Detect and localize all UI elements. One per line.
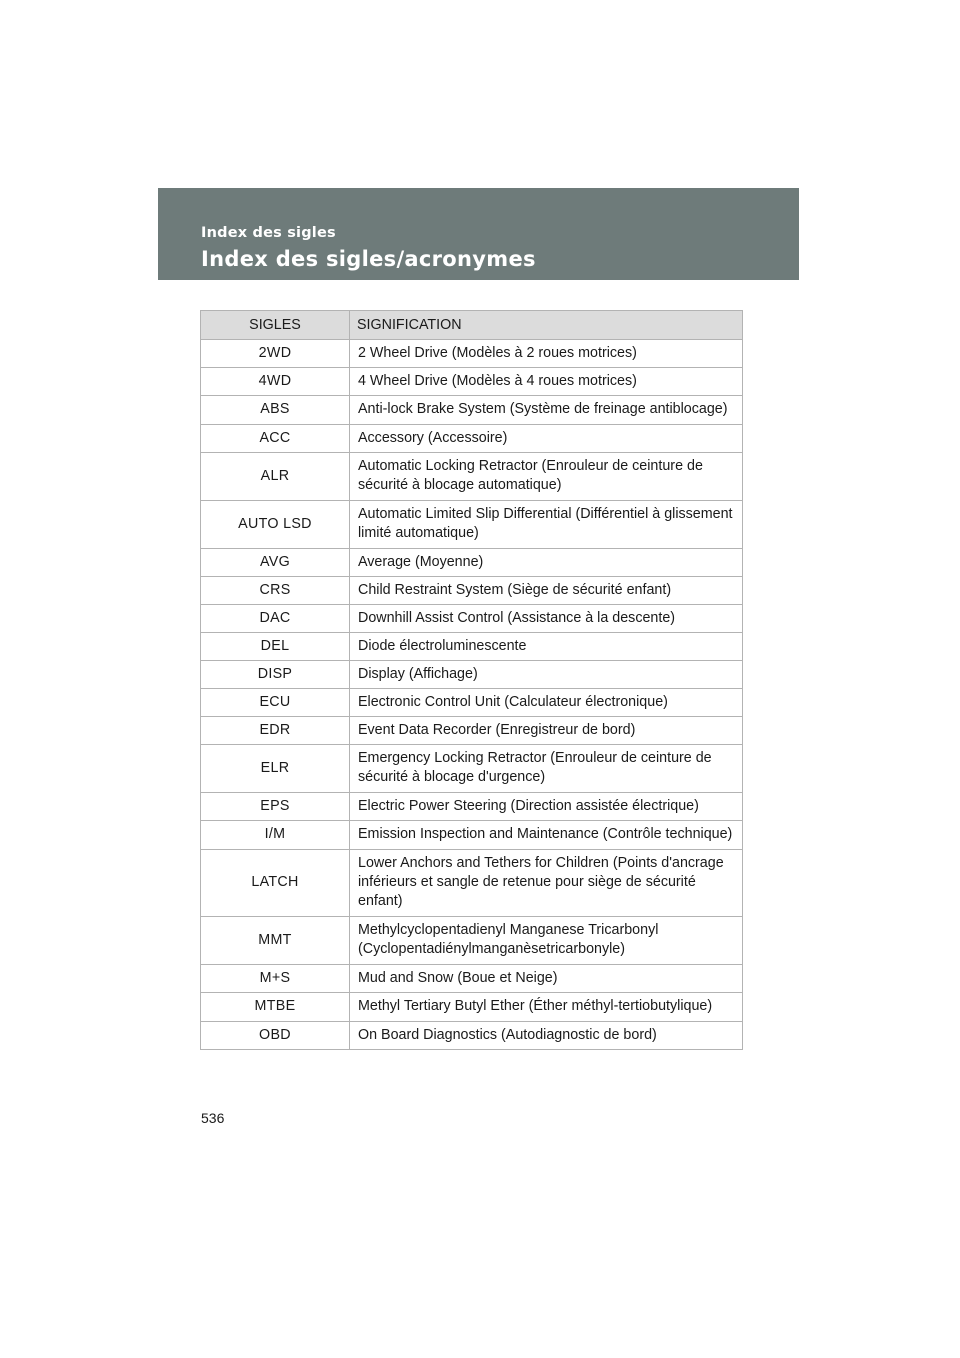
meaning-cell: Diode électroluminescente: [350, 633, 743, 661]
table-row: [201, 605, 743, 633]
table-row: [201, 850, 743, 917]
abbr-cell: OBD: [201, 1022, 350, 1050]
column-header-meaning: SIGNIFICATION: [350, 311, 743, 340]
abbr-cell: DAC: [201, 605, 350, 633]
abbr-cell: ALR: [201, 453, 350, 501]
meaning-cell: Automatic Locking Retractor (Enrouleur de ceinture de sécurité à blocage automatique): [350, 453, 743, 501]
meaning-cell: Downhill Assist Control (Assistance à la descente): [350, 605, 743, 633]
abbr-cell: 2WD: [201, 340, 350, 368]
meaning-cell: Child Restraint System (Siège de sécurité enfant): [350, 577, 743, 605]
table-row: [201, 633, 743, 661]
abbr-cell: EDR: [201, 717, 350, 745]
table-row: [201, 965, 743, 993]
table-row: [201, 501, 743, 549]
table-row: [201, 689, 743, 717]
table-row: [201, 368, 743, 396]
acronym-table-container: [200, 310, 742, 1050]
abbr-cell: ECU: [201, 689, 350, 717]
abbr-cell: I/M: [201, 821, 350, 850]
meaning-cell: Display (Affichage): [350, 661, 743, 689]
table-row: [201, 917, 743, 965]
table-row: [201, 661, 743, 689]
abbr-cell: CRS: [201, 577, 350, 605]
meaning-cell: Electric Power Steering (Direction assistée électrique): [350, 793, 743, 821]
meaning-cell: Emergency Locking Retractor (Enrouleur de ceinture de sécurité à blocage d'urgence): [350, 745, 743, 793]
abbr-cell: ELR: [201, 745, 350, 793]
abbr-cell: ABS: [201, 396, 350, 425]
meaning-cell: 4 Wheel Drive (Modèles à 4 roues motrices): [350, 368, 743, 396]
abbr-cell: MTBE: [201, 993, 350, 1022]
meaning-cell: Average (Moyenne): [350, 549, 743, 577]
abbr-cell: DEL: [201, 633, 350, 661]
abbr-cell: DISP: [201, 661, 350, 689]
meaning-cell: Lower Anchors and Tethers for Children (Points d'ancrage inférieurs et sangle de retenue pour siège de sécurité enfant): [350, 850, 743, 917]
abbr-cell: ACC: [201, 425, 350, 453]
meaning-cell: Anti-lock Brake System (Système de freinage antiblocage): [350, 396, 743, 425]
meaning-cell: Accessory (Accessoire): [350, 425, 743, 453]
meaning-cell: Event Data Recorder (Enregistreur de bord): [350, 717, 743, 745]
table-row: [201, 745, 743, 793]
table-row: [201, 793, 743, 821]
table-row: [201, 549, 743, 577]
table-row: [201, 453, 743, 501]
table-row: [201, 993, 743, 1022]
abbr-cell: AUTO LSD: [201, 501, 350, 549]
abbr-cell: M+S: [201, 965, 350, 993]
meaning-cell: 2 Wheel Drive (Modèles à 2 roues motrices): [350, 340, 743, 368]
table-row: [201, 717, 743, 745]
acronym-table: [200, 310, 743, 1050]
table-row: [201, 425, 743, 453]
header-banner: [158, 188, 799, 280]
column-header-abbr: SIGLES: [201, 311, 350, 340]
abbr-cell: 4WD: [201, 368, 350, 396]
section-label: Index des sigles: [201, 225, 336, 241]
table-row: [201, 577, 743, 605]
meaning-cell: Automatic Limited Slip Differential (Différentiel à glissement limité automatique): [350, 501, 743, 549]
abbr-cell: AVG: [201, 549, 350, 577]
table-row: [201, 1022, 743, 1050]
abbr-cell: MMT: [201, 917, 350, 965]
meaning-cell: Emission Inspection and Maintenance (Contrôle technique): [350, 821, 743, 850]
meaning-cell: Methylcyclopentadienyl Manganese Tricarbonyl (Cyclopentadiénylmanganèsetricarbonyle): [350, 917, 743, 965]
meaning-cell: On Board Diagnostics (Autodiagnostic de bord): [350, 1022, 743, 1050]
abbr-cell: EPS: [201, 793, 350, 821]
table-row: [201, 821, 743, 850]
table-row: [201, 340, 743, 368]
meaning-cell: Mud and Snow (Boue et Neige): [350, 965, 743, 993]
table-header-row: [201, 311, 743, 340]
table-row: [201, 396, 743, 425]
page-number: 536: [201, 1110, 225, 1126]
meaning-cell: Methyl Tertiary Butyl Ether (Éther méthyl-tertiobutylique): [350, 993, 743, 1022]
page-title: Index des sigles/acronymes: [201, 247, 536, 271]
meaning-cell: Electronic Control Unit (Calculateur électronique): [350, 689, 743, 717]
abbr-cell: LATCH: [201, 850, 350, 917]
